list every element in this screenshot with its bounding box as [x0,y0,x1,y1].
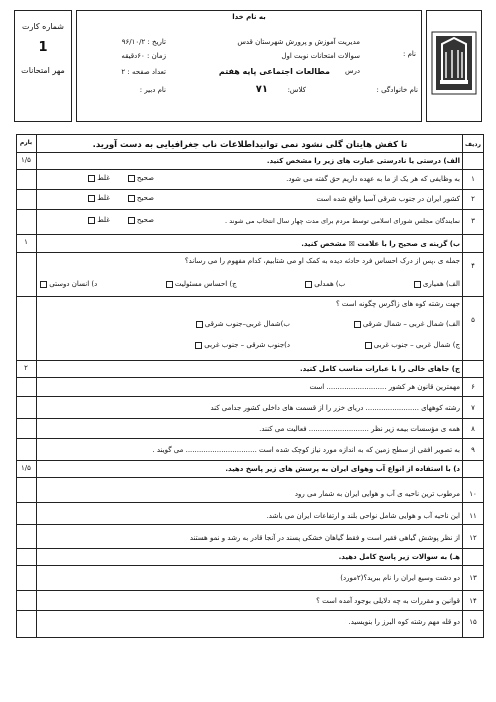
divider [16,460,484,461]
class-value: ۷۱ [255,84,268,95]
essay-question-14: قوانین و مقررات به چه دلایلی بوجود آمده است ؟ [316,597,460,605]
essay-question-13: دو دشت وسیع ایران را نام ببرید؟(۲مورد) [340,574,460,582]
question-number: ۴ [471,262,475,270]
exam-date: تاریخ : ۹۶/۱۰/۲ [121,38,166,46]
question-number: ۱ [471,175,475,183]
essay-question-15: دو قله مهم رشته کوه البرز را بنویسید. [348,618,460,626]
family-label: نام خانوادگی : [376,86,418,94]
statement-2: کشور ایران در جنوب شرقی آسیا واقع شده است [316,195,460,203]
question-number: ۵ [471,316,475,324]
q4-options [40,280,460,289]
section-a-score: ۱/۵ [21,156,31,164]
divider [16,296,484,297]
section-e-title: هـ) به سوالات زیر پاسخ کامل دهید. [338,553,460,561]
section-c-score: ۲ [24,364,28,372]
section-d-score: ۱/۵ [21,464,31,472]
false-checkbox[interactable] [88,217,95,224]
section-c-title: ج) جاهای خالی را با عبارات مناسب کامل کنید. [300,365,460,373]
option-checkbox[interactable] [305,281,312,288]
section-b-score: ۱ [24,238,28,246]
card-label: شماره کارت [21,22,64,31]
fill-blank-8: همه ی مؤسسات بیمه زیر نظر ........................... فعالیت می کنند. [259,425,460,433]
option-checkbox[interactable] [40,281,47,288]
statement-1: به وظایفی که هر یک از ما به عهده داریم حق گفته می شود. [286,175,460,183]
fill-blank-6: مهمترین قانون هر کشور ........................... است [309,383,460,391]
subject-name: مطالعات اجتماعی پایه هفتم [218,67,330,76]
option-checkbox[interactable] [195,342,202,349]
question-number: ۱۰ [469,490,477,498]
q5-option-b[interactable]: ب)شمال غربی–جنوب شرقی [160,320,290,329]
climate-question-12: از نظر پوشش گیاهی فقیر است و فقط گیاهان خشکی پسند در آنجا قادر به رشد و نمو هستند [189,534,460,542]
divider [16,396,484,397]
option-checkbox[interactable] [354,321,361,328]
q4-option-d[interactable]: د) انسان دوستی [40,280,97,289]
pages-count: تعداد صفحه : ۲ [121,68,166,76]
question-number: ۷ [471,404,475,412]
option-checkbox[interactable] [196,321,203,328]
question-number: ۸ [471,425,475,433]
q4-option-c[interactable]: ج) احساس مسئولیت [166,280,237,289]
subject-label: درس [344,67,360,75]
question-number: ۱۵ [469,618,477,626]
question-4: جمله ی ،پس از درک احساس فرد حادثه دیده به کمک او می شتابیم، کدام مفهوم را می رساند؟ [184,257,460,265]
divider [16,377,484,378]
divider [16,438,484,439]
question-number: ۶ [471,383,475,391]
class-label: کلاس: [287,86,306,94]
divider [16,477,484,478]
true-label: صحیح [136,174,154,182]
header-info-box [76,10,422,122]
name-label: نام : [403,50,416,58]
divider [16,209,484,210]
true-false-options-1 [46,174,154,183]
true-label: صحیح [136,194,154,202]
question-5: جهت رشته کوه های زاگرس چگونه است ؟ [335,300,460,308]
true-label: صحیح [136,216,154,224]
divider [16,548,484,549]
divider [16,152,484,153]
climate-question-11: این ناحیه آب و هوایی شامل نواحی بلند و ارتفاعات ایران می باشد. [266,512,460,520]
exam-title: سوالات امتحانات نوبت اول [281,52,360,60]
row-column-header: ردیف [465,141,481,148]
divider [16,524,484,525]
q5-option-d[interactable]: د)جنوب شرقی – جنوب غربی [160,341,290,350]
question-number: ۹ [471,446,475,454]
section-a-title: الف) درستی یا نادرستی عبارت های زیر را مشخص کنید. [266,157,460,165]
q4-option-b[interactable]: ب) همدلی [305,280,345,289]
question-number: ۱۱ [469,512,477,520]
school-logo-icon [430,22,478,102]
false-checkbox[interactable] [88,195,95,202]
option-checkbox[interactable] [166,281,173,288]
divider [16,252,484,253]
card-number: 1 [38,40,48,55]
question-number: ۲ [471,195,475,203]
basmala: به نام خدا [232,13,266,21]
divider [16,169,484,170]
divider [16,234,484,235]
divider [16,565,484,566]
true-checkbox[interactable] [128,195,135,202]
divider [16,418,484,419]
false-label: غلط [97,194,110,202]
section-b-title: ب) گزینه ی صحیح را با علامت ☒ مشخص کنید. [301,240,460,248]
true-false-options-3 [46,216,154,225]
office-name: مدیریت آموزش و پرورش شهرستان قدس [237,38,360,46]
divider [16,189,484,190]
notice-banner: تا کفش هایتان گلی نشود نمی توانیداطلاعات ناب جغرافیایی به دست آورید. [92,140,408,150]
q4-option-a[interactable]: الف) همیاری [414,280,460,289]
true-checkbox[interactable] [128,175,135,182]
question-number: ۱۲ [469,534,477,542]
false-label: غلط [97,174,110,182]
exam-time: زمان : ۶۰دقیقه [121,52,166,60]
divider [16,360,484,361]
divider [16,590,484,591]
option-checkbox[interactable] [414,281,421,288]
divider [16,502,484,503]
fill-blank-7: رشته کوههای ........................ دریای خزر را از قسمت های داخلی کشور جدامی کند [210,404,460,412]
q5-option-c[interactable]: ج) شمال غربی – جنوب غربی [340,341,460,350]
teacher-label: نام دبیر : [139,86,166,94]
option-checkbox[interactable] [365,342,372,349]
q5-option-a[interactable]: الف) شمال غربی – شمال شرقی [340,320,460,329]
divider [16,610,484,611]
climate-question-10: مرطوب ترین ناحیه ی آب و هوایی ایران به شمار می رود [294,490,460,498]
question-number: ۱۳ [469,574,477,582]
true-false-options-2 [46,194,154,203]
fill-blank-9: به تصویر افقی از سطح زمین که به اندازه مورد نیاز کوچک شده است ................................ می گویند . [152,446,460,454]
question-number: ۱۴ [469,597,477,605]
score-column-header: بارم [19,139,33,146]
statement-3: نمایندگان مجلس شورای اسلامی توسط مردم برای مدت چهار سال انتخاب می شوند . [225,217,460,225]
false-checkbox[interactable] [88,175,95,182]
false-label: غلط [97,216,110,224]
question-number: ۳ [471,217,475,225]
section-d-title: د) با استفاده از انواع آب وهوای ایران به پرسش های زیر پاسخ دهید. [225,465,460,473]
true-checkbox[interactable] [128,217,135,224]
seal-label: مهر امتحانات [21,66,65,75]
